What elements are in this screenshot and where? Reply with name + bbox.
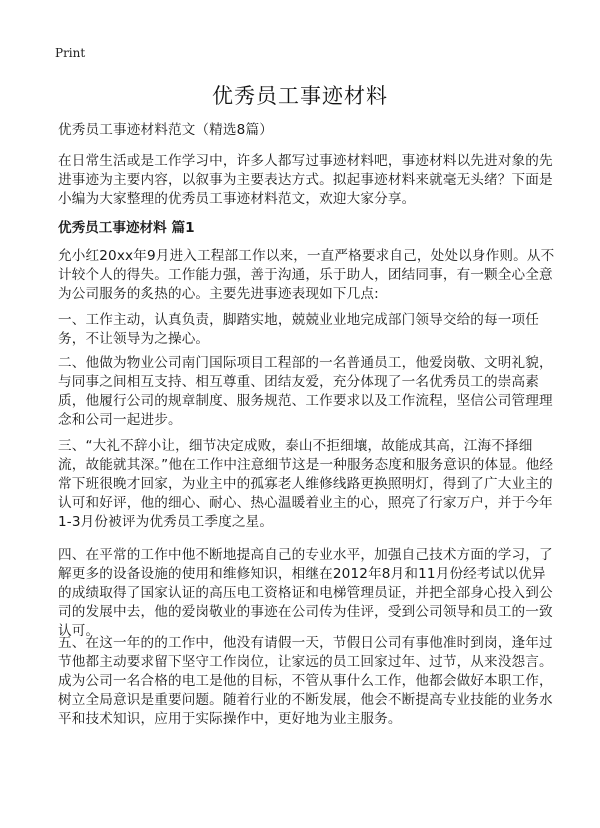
intro-paragraph: 在日常生活或是工作学习中，许多人都写过事迹材料吧，事迹材料以先进对象的先进事迹为主要内容，以叙事为主要表达方式。拟起事迹材料来就毫无头绪？下面是小编为大家整理的优秀员工事迹材料范文，欢迎大家分享。: [58, 153, 553, 207]
section-heading: 优秀员工事迹材料 篇1: [58, 220, 195, 236]
paragraph-6: 五、在这一年的的工作中，他没有请假一天，节假日公司有事他准时到岗，逢年过节他都主动要求留下坚守工作岗位，让家远的员工回家过年、过节，从来没怨言。成为公司一名合格的电工是他的目标，不管从事什么工作，他都会做好本职工作，树立全局意识是重要问题。随着行业的不断发展，他会不断提高专业技能的业务水平和技术知识，应用于实际操作中，更好地为业主服务。: [58, 635, 553, 727]
print-link[interactable]: Print: [55, 46, 86, 60]
paragraph-1: 允小红20xx年9月进入工程部工作以来，一直严格要求自己，处处以身作则。从不计较个人的得失。工作能力强，善于沟通，乐于助人，团结同事，有一颗全心全意为公司服务的炙热的心。主要先进事迹表现如下几点:: [58, 248, 555, 302]
paragraph-2: 一、工作主动，认真负责，脚踏实地，兢兢业业地完成部门领导交给的每一项任务，不让领导为之操心。: [58, 312, 540, 347]
page-title: 优秀员工事迹材料: [212, 84, 388, 108]
paragraph-4: 三、“大礼不辞小让，细节决定成败，泰山不拒细壤，故能成其高，江海不择细流，故能就其深。”他在工作中注意细节这是一种服务态度和服务意识的体显。他经常下班很晚才回家，为业主中的孤寡老人维修线路更换照明灯，得到了广大业主的认可和好评，他的细心、耐心、热心温暖着业主的心，照亮了行家万户，并于今年1-3月份被评为优秀员工季度之星。: [58, 438, 554, 530]
paragraph-5: 四、在平常的工作中他不断地提高自己的专业水平，加强自己技术方面的学习，了解更多的设备设施的使用和维修知识，相继在2012年8月和11月份经考试以优异的成绩取得了国家认证的高压电工资格证和电梯管理员证，并把全部身心投入到公司的发展中去，他的爱岗敬业的事迹在公司传为佳评，受到公司领导和员工的一致认可。: [58, 547, 553, 639]
document-subtitle: 优秀员工事迹材料范文（精选8篇）: [58, 122, 273, 138]
paragraph-3: 二、他做为物业公司南门国际项目工程部的一名普通员工，他爱岗敬、文明礼貌，与同事之间相互支持、相互尊重、团结友爱，充分体现了一名优秀员工的崇高素质，他履行公司的规章制度、服务规范、工作要求以及工作流程，坚信公司管理理念和公司一起进步。: [58, 355, 553, 428]
